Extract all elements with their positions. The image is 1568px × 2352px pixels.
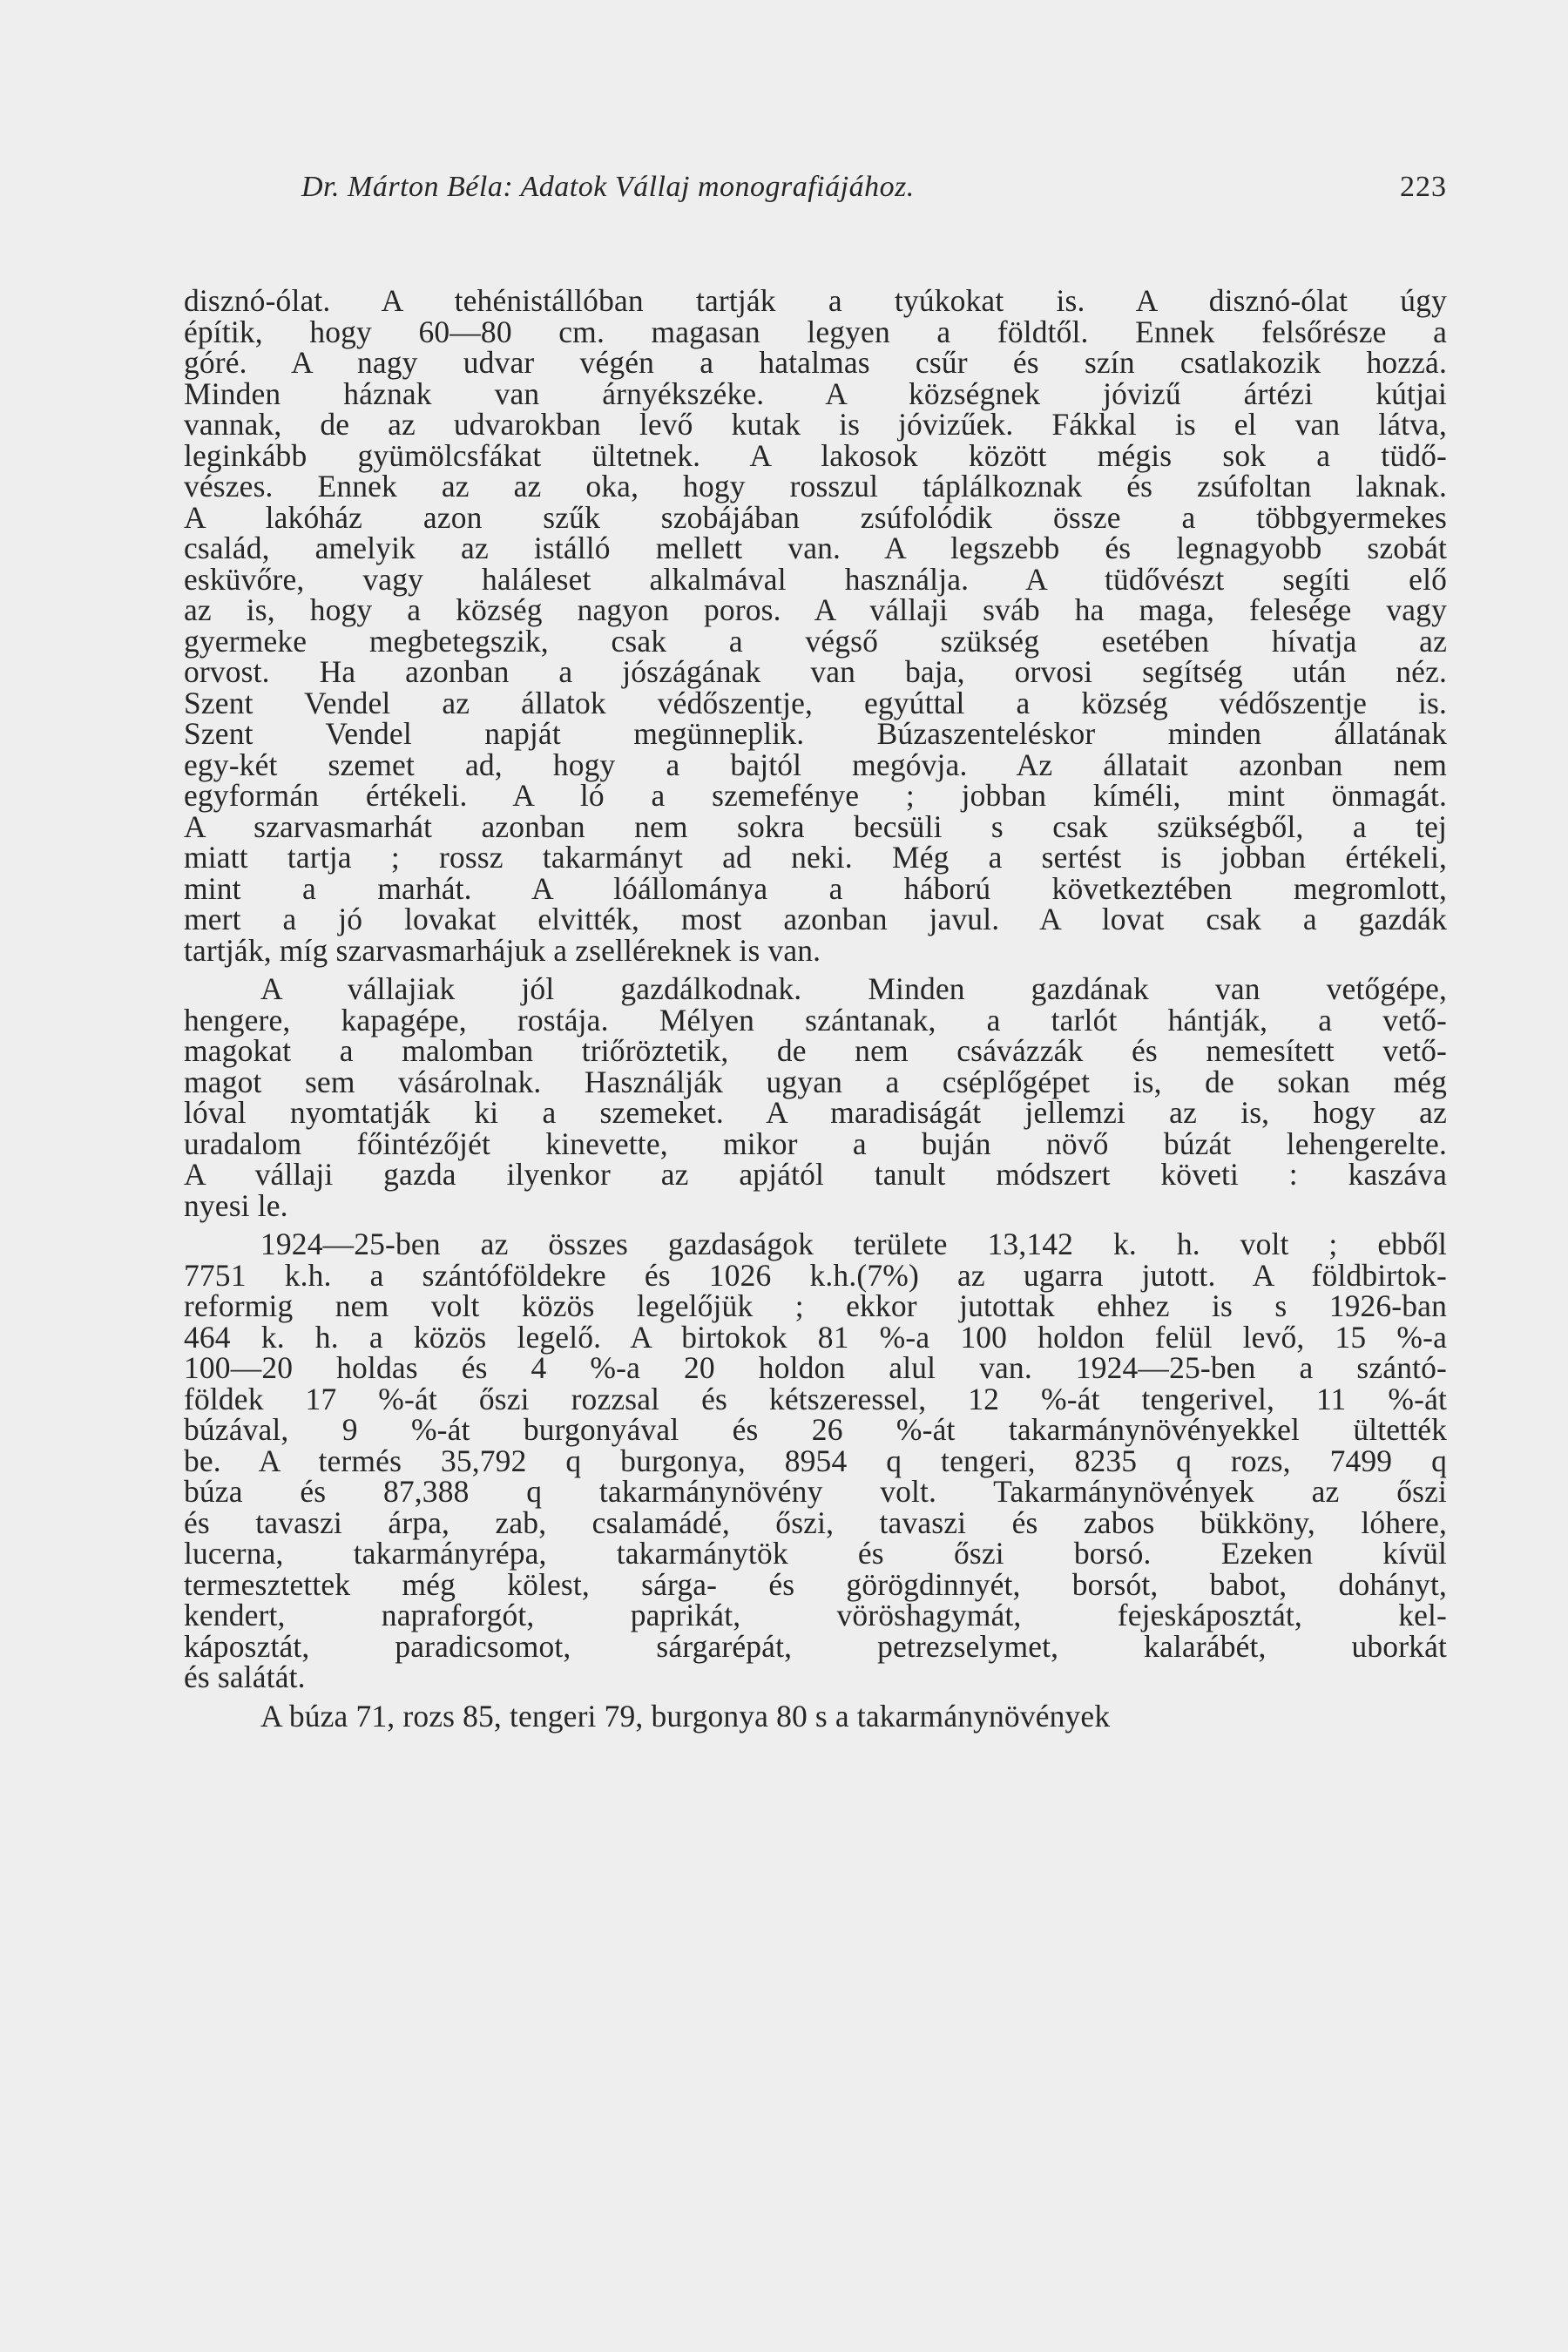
text-line: gyermeke megbetegszik, csak a végső szükség esetében hívatja az — [184, 623, 1447, 659]
text-line: leginkább gyümölcsfákat ültetnek. A lakosok között mégis sok a tüdő- — [184, 437, 1447, 473]
text-line: magot sem vásárolnak. Használják ugyan a cséplőgépet is, de sokan még — [184, 1064, 1447, 1099]
text-line: miatt tartja ; rossz takarmányt ad neki. Még a sertést is jobban értékeli, — [184, 840, 1447, 875]
text-line: A szarvasmarhát azonban nem sokra becsüli s csak szükségből, a tej — [184, 808, 1447, 844]
text-line: 1924—25-ben az összes gazdaságok területe 13,142 k. h. volt ; ebből — [260, 1227, 1447, 1261]
text-line: vészes. Ennek az az oka, hogy rosszul táplálkoznak és zsúfoltan laknak. — [184, 469, 1447, 504]
text-line: A vállaji gazda ilyenkor az apjától tanult módszert követi : kaszáva — [184, 1157, 1447, 1192]
text-line: góré. A nagy udvar végén a hatalmas csűr és szín csatlakozik hozzá. — [184, 345, 1447, 380]
text-line: A vállajiak jól gazdálkodnak. Minden gazdának van vetőgépe, — [260, 971, 1447, 1006]
text-line: disznó-ólat. A tehénistállóban tartják a tyúkokat is. A disznó-ólat úgy — [184, 283, 1447, 318]
text-line: az is, hogy a község nagyon poros. A vállaji sváb ha maga, felesége vagy — [184, 592, 1447, 627]
text-line: búzával, 9 %-át burgonyával és 26 %-át takarmánynövényekkel ültették — [184, 1412, 1447, 1447]
text-line: be. A termés 35,792 q burgonya, 8954 q tengeri, 8235 q rozs, 7499 q — [184, 1443, 1447, 1478]
text-line: egy-két szemet ad, hogy a bajtól megóvja. Az állatait azonban nem — [184, 747, 1447, 782]
text-line: Szent Vendel az állatok védőszentje, egyúttal a község védőszentje is. — [184, 685, 1447, 720]
text-line: és tavaszi árpa, zab, csalamádé, őszi, tavaszi és zabos bükköny, lóhere, — [184, 1504, 1447, 1540]
text-line: A búza 71, rozs 85, tengeri 79, burgonya 80 s a takarmánynövények — [260, 1698, 1111, 1734]
text-line: kendert, napraforgót, paprikát, vöröshagymát, fejeskáposztát, kel- — [184, 1598, 1447, 1632]
text-line: és salátát. — [184, 1659, 306, 1694]
text-line: lóval nyomtatják ki a szemeket. A maradiságát jellemzi az is, hogy az — [184, 1095, 1447, 1130]
text-line: termesztettek még kölest, sárga- és görögdinnyét, borsót, babot, dohányt, — [184, 1566, 1447, 1602]
text-line: hengere, kapagépe, rostája. Mélyen szántanak, a tarlót hántják, a vető- — [184, 1002, 1447, 1037]
text-line: lucerna, takarmányrépa, takarmánytök és őszi borsó. Ezeken kívül — [184, 1536, 1447, 1571]
text-line: A lakóház azon szűk szobájában zsúfolódik össze a többgyermekes — [184, 499, 1447, 535]
text-line: mint a marhát. A lóállománya a háború következtében megromlott, — [184, 870, 1447, 906]
text-line: tartják, míg szarvasmarhájuk a zselléreknek is van. — [184, 932, 821, 968]
text-line: esküvőre, vagy haláleset alkalmával használja. A tüdővészt segíti elő — [184, 561, 1447, 597]
text-line: 7751 k.h. a szántóföldekre és 1026 k.h.(7%) az ugarra jutott. A földbirtok- — [184, 1257, 1447, 1293]
text-line: földek 17 %-át őszi rozzsal és kétszeressel, 12 %-át tengerivel, 11 %-át — [184, 1381, 1447, 1416]
text-line: 100—20 holdas és 4 %-a 20 holdon alul van. 1924—25-ben a szántó- — [184, 1350, 1447, 1385]
text-line: vannak, de az udvarokban levő kutak is jóvizűek. Fákkal is el van látva, — [184, 407, 1447, 442]
text-line: 464 k. h. a közös legelő. A birtokok 81 %-a 100 holdon felül levő, 15 %-a — [184, 1319, 1447, 1355]
text-line: káposztát, paradicsomot, sárgarépát, petrezselymet, kalarábét, uborkát — [184, 1628, 1447, 1664]
paragraph — [184, 971, 1447, 1223]
text-line: Minden háznak van árnyékszéke. A községnek jóvizű ártézi kútjai — [184, 375, 1447, 411]
paragraph — [184, 1229, 1447, 1693]
text-line: nyesi le. — [184, 1187, 288, 1223]
text-line: magokat a malomban triőröztetik, de nem csávázzák és nemesített vető- — [184, 1033, 1447, 1068]
body-text — [184, 283, 1447, 1734]
text-line: család, amelyik az istálló mellett van. A legszebb és legnagyobb szobát — [184, 531, 1447, 565]
text-line: búza és 87,388 q takarmánynövény volt. Takarmánynövények az őszi — [184, 1474, 1447, 1509]
text-line: mert a jó lovakat elvitték, most azonban javul. A lovat csak a gazdák — [184, 902, 1447, 936]
running-head — [184, 164, 1447, 211]
text-line: orvost. Ha azonban a jószágának van baja, orvosi segítség után néz. — [184, 654, 1447, 689]
paragraph — [184, 283, 1447, 968]
page-number: 223 — [1400, 171, 1447, 203]
paragraph — [184, 1698, 1447, 1734]
text-line: reformig nem volt közös legelőjük ; ekkor jutottak ehhez is s 1926-ban — [184, 1288, 1447, 1323]
text-line: építik, hogy 60—80 cm. magasan legyen a földtől. Ennek felsőrésze a — [184, 314, 1447, 349]
text-line: egyformán értékeli. A ló a szemefénye ; jobban kíméli, mint önmagát. — [184, 778, 1447, 813]
text-line: Szent Vendel napját megünneplik. Búzaszenteléskor minden állatának — [184, 716, 1447, 751]
running-head-title: Dr. Márton Béla: Adatok Vállaj monografiájához. — [301, 171, 915, 203]
text-line: uradalom főintézőjét kinevette, mikor a buján növő búzát lehengerelte. — [184, 1125, 1447, 1161]
